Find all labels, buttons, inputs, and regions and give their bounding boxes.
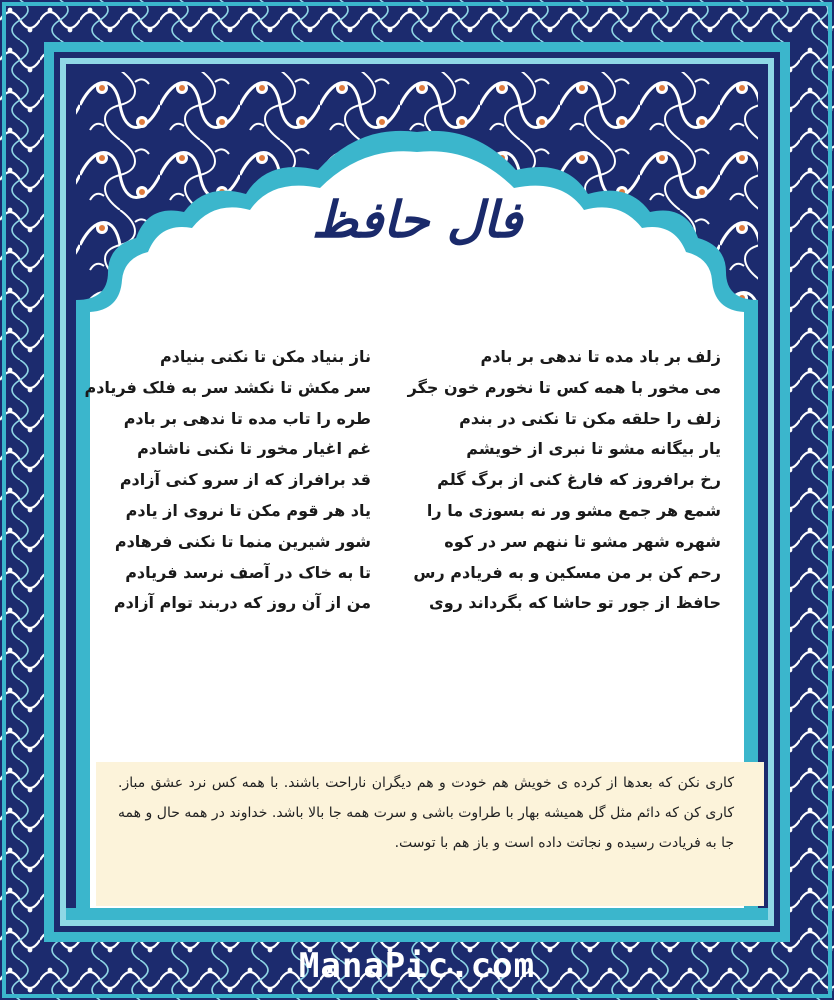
verse: یاد هر قوم مکن تا نروی از یادم (125, 500, 371, 520)
verse: طره را تاب مده تا ندهی بر بادم (123, 408, 371, 428)
verse: ناز بنیاد مکن تا نکنی بنیادم (159, 347, 371, 366)
verse: زلف بر باد مده تا ندهی بر بادم (480, 347, 721, 366)
verse: رحم کن بر من مسکین و به فریادم رس (413, 562, 721, 582)
verse: غم اغیار مخور تا نکنی ناشادم (137, 439, 371, 459)
verse: شهره شهر مشو تا ننهم سر در کوه (444, 531, 721, 551)
interpretation-text: کاری نکن که بعدها از کرده ی خویش هم خودت و هم دیگران ناراحت باشند. با همه کس نرد عشق مباز. کاری کن که دائم مثل گل همیشه بهار با طراوت باشی و سرت همه جا بالا باشد. خداوند در همه حال و همه جا به فریادت رسیده و نجاتت داده است و باز هم با توست. (118, 775, 734, 851)
interpretation-box (96, 762, 764, 906)
page-title: فال حافظ (311, 190, 523, 249)
verse: زلف را حلقه مکن تا نکنی در بندم (459, 408, 721, 428)
verse: من از آن روز که دربند توام آزادم (113, 593, 371, 613)
verse: سر مکش تا نکشد سر به فلک فریادم (84, 377, 371, 397)
verse: رخ برافروز که فارغ کنی از برگ گلم (437, 470, 721, 490)
watermark: ManaPic.com (298, 946, 536, 986)
poem-column-left (71, 342, 371, 619)
verse: حافظ از جور تو حاشا که بگرداند روی (429, 593, 721, 613)
verse: قد برافراز که از سرو کنی آزادم (119, 470, 371, 490)
verse: می مخور با همه کس تا نخورم خون جگر (407, 377, 721, 397)
verse: شمع هر جمع مشو ور نه بسوزی ما را (426, 500, 721, 520)
verse: یار بیگانه مشو تا نبری از خویشم (466, 439, 721, 459)
poem-column-right (391, 342, 721, 619)
verse: تا به خاک در آصف نرسد فریادم (125, 562, 371, 582)
verse: شور شیرین منما تا نکنی فرهادم (114, 531, 371, 551)
